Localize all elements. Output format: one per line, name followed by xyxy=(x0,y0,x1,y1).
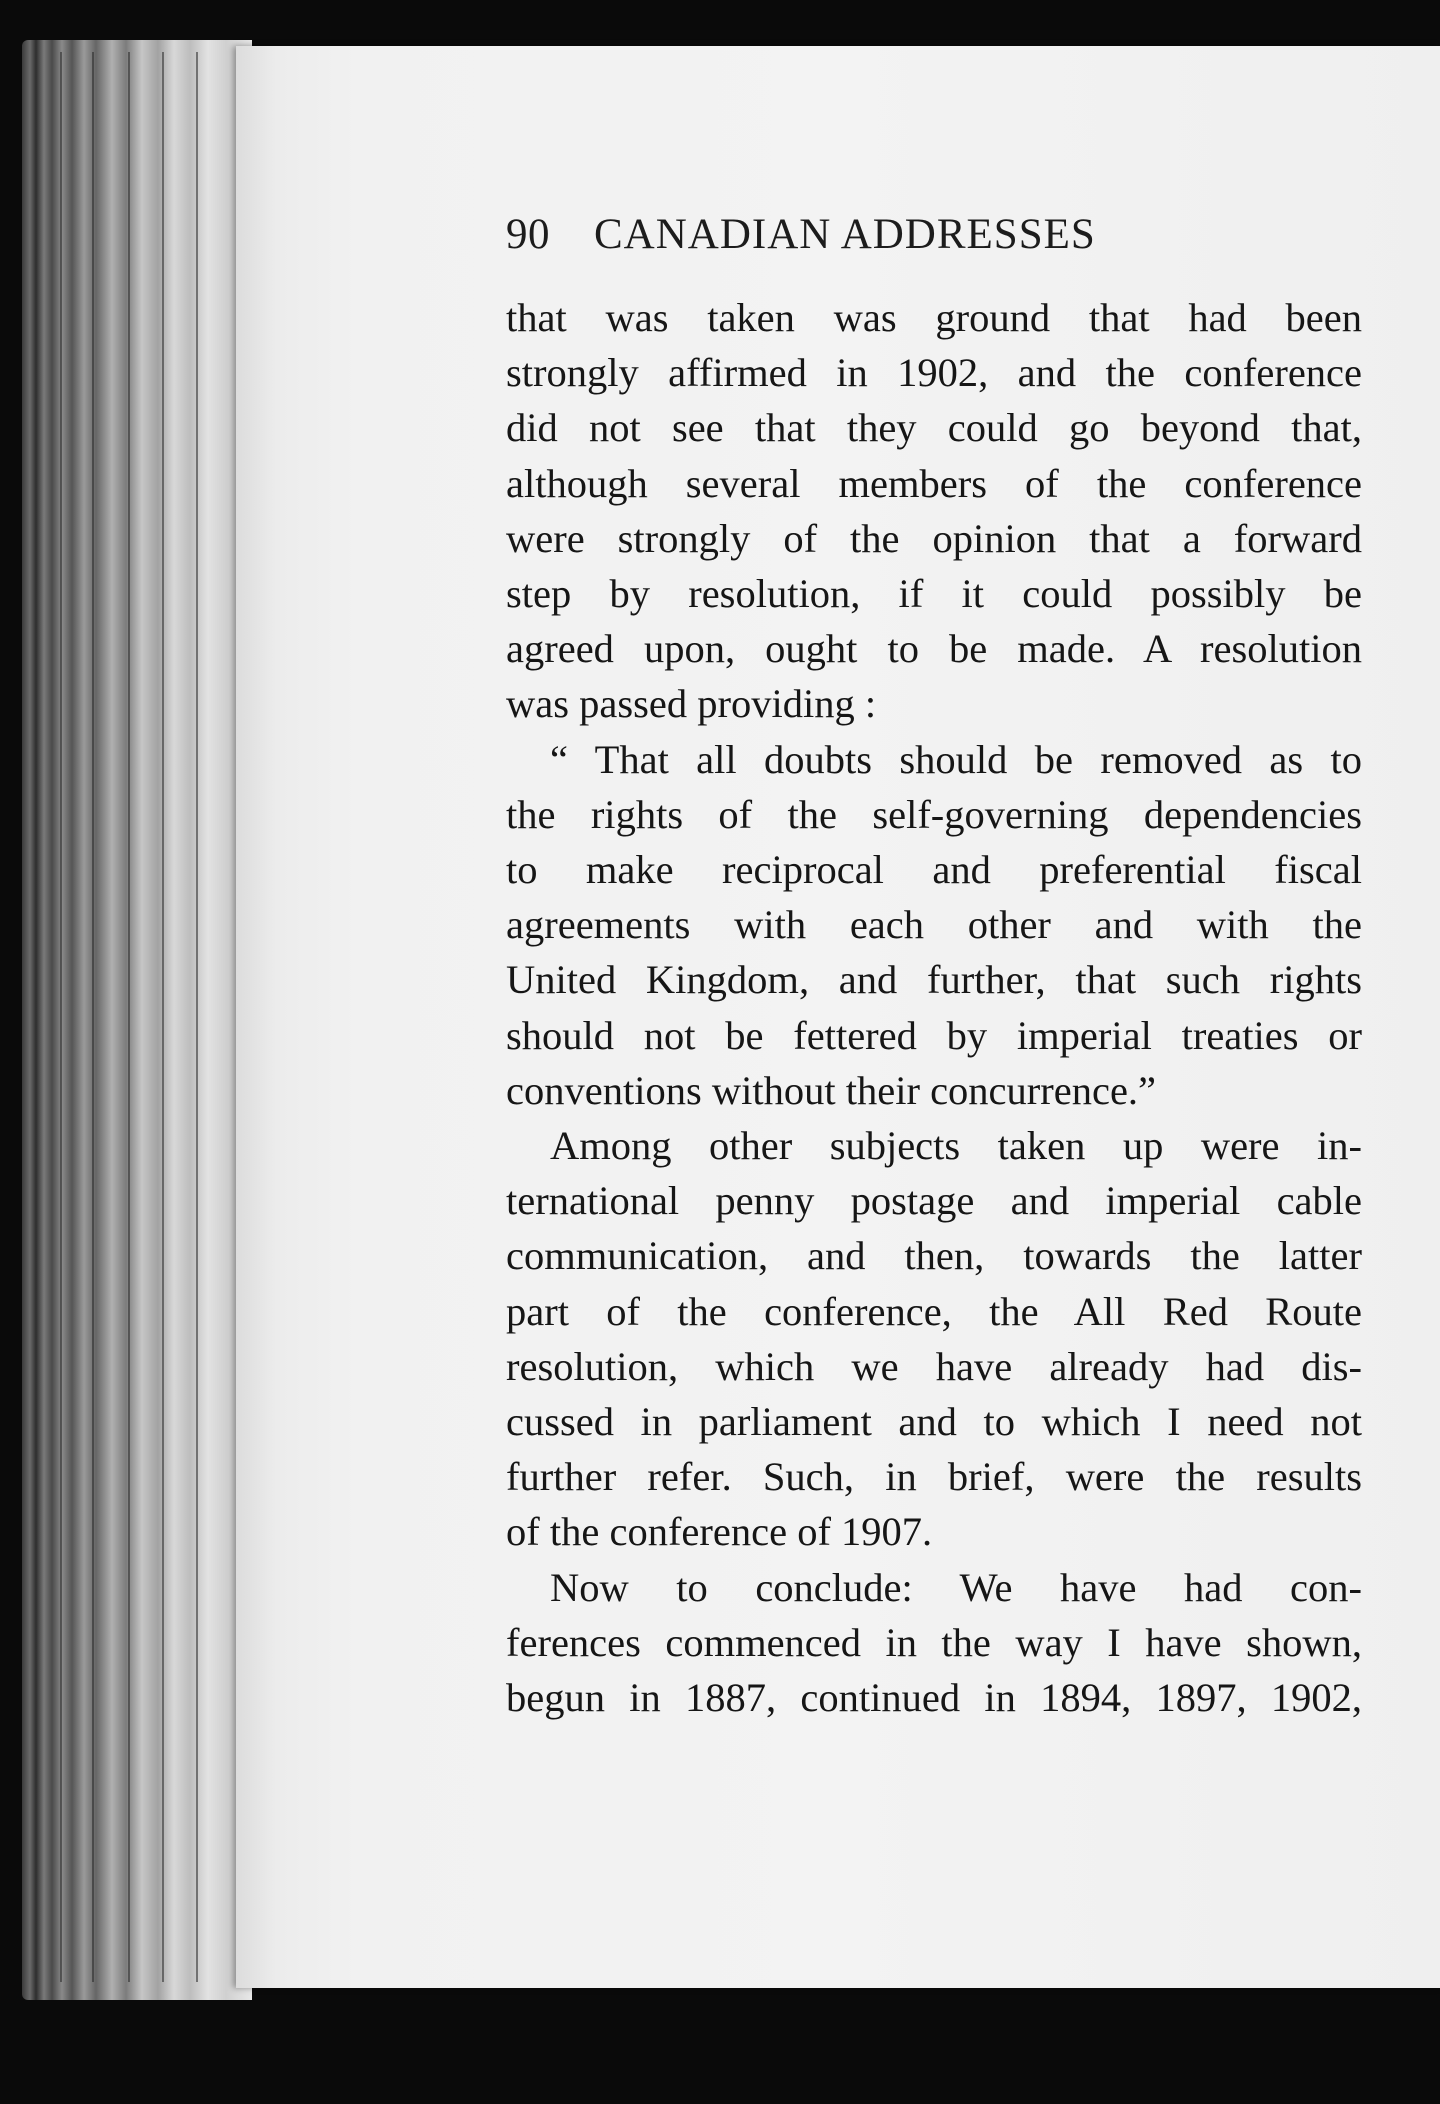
page-edge-line xyxy=(162,52,164,1982)
text-line: resolution, which we have already had dis- xyxy=(506,1343,1362,1389)
text-line: begun in 1887, continued in 1894, 1897, 1902, xyxy=(506,1675,1362,1721)
text-line: further refer. Such, in brief, were the results xyxy=(506,1454,1362,1500)
running-head xyxy=(506,210,1366,270)
text-line: to make reciprocal and preferential fiscal xyxy=(506,847,1362,893)
text-line: of the conference of 1907. xyxy=(506,1509,933,1555)
text-line: part of the conference, the All Red Route xyxy=(506,1288,1362,1334)
text-line: communication, and then, towards the latter xyxy=(506,1233,1362,1279)
quoted-resolution xyxy=(506,732,1362,1118)
paragraph-conclusion xyxy=(506,1560,1362,1726)
text-line: step by resolution, if it could possibly be xyxy=(506,571,1362,617)
text-line: was passed providing : xyxy=(506,681,877,727)
text-line: conventions without their concurrence.” xyxy=(506,1067,1157,1113)
text-line: ternational penny postage and imperial cable xyxy=(506,1178,1362,1224)
text-line: cussed in parliament and to which I need not xyxy=(506,1399,1362,1445)
text-line: the rights of the self-governing dependencies xyxy=(506,791,1362,837)
text-line: Now to conclude: We have had con- xyxy=(550,1564,1362,1610)
text-line: ferences commenced in the way I have shown, xyxy=(506,1619,1362,1665)
page-edge-line xyxy=(92,52,94,1982)
text-line: agreed upon, ought to be made. A resolution xyxy=(506,626,1362,672)
text-line: agreements with each other and with the xyxy=(506,902,1362,948)
text-line: that was taken was ground that had been xyxy=(506,295,1362,340)
paragraph-continued xyxy=(506,290,1362,732)
text-line: “ That all doubts should be removed as to xyxy=(550,736,1362,782)
page-edge-line xyxy=(128,52,130,1982)
text-line: Among other subjects taken up were in- xyxy=(550,1123,1362,1169)
page-number: 90 xyxy=(506,211,550,258)
text-line: strongly affirmed in 1902, and the conference xyxy=(506,350,1362,396)
text-line: should not be fettered by imperial treaties or xyxy=(506,1012,1362,1058)
body-text xyxy=(506,290,1362,1725)
text-line: were strongly of the opinion that a forward xyxy=(506,515,1362,561)
text-line: did not see that they could go beyond that, xyxy=(506,405,1362,451)
page-edges xyxy=(22,40,252,2000)
paragraph-other-subjects xyxy=(506,1118,1362,1560)
text-line: although several members of the conference xyxy=(506,460,1362,506)
page-edge-line xyxy=(196,52,198,1982)
page-edge-line xyxy=(60,52,62,1982)
text-line: United Kingdom, and further, that such rights xyxy=(506,957,1362,1003)
running-head-title: CANADIAN ADDRESSES xyxy=(594,211,1096,258)
